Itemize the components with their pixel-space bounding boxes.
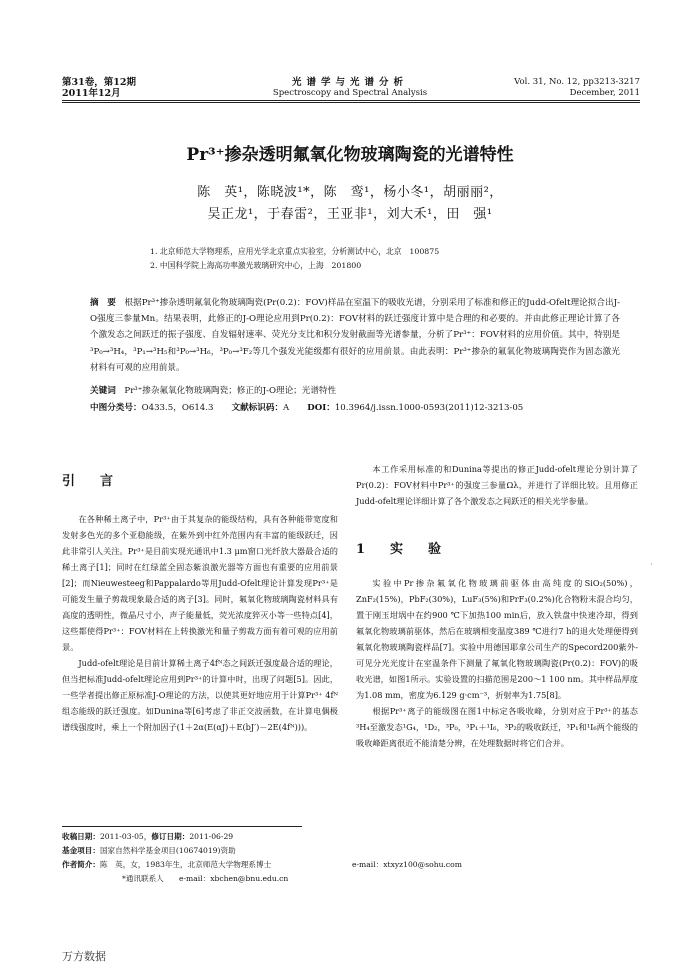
intro-body	[62, 511, 338, 735]
keywords	[90, 383, 630, 399]
affiliation-1: 1. 北京师范大学物理系，应用光学北京重点实验室，分析测试中心，北京 100875	[150, 247, 440, 256]
bio-label: 作者简介：	[62, 860, 100, 869]
affiliation-2: 2. 中国科学院上海高功率激光玻璃研究中心，上海 201800	[150, 261, 362, 270]
citation-pages: Vol. 31, No. 12, pp3213-3217	[514, 77, 640, 87]
classification-line	[90, 400, 650, 416]
header-rule-thin	[62, 102, 640, 103]
keywords-text: Pr³⁺掺杂氟氧化物玻璃陶瓷；修正的J-O理论；光谱特性	[124, 386, 337, 396]
experiment-paragraph-2: 根据Pr³⁺离子的能级图在图1中标定各吸收峰，分别对应于Pr³⁺的基态³H₄至激发态¹G₄，¹D₂，³P₀，³P₁＋¹I₆，³P₂的吸收跃迁，³P₁和¹I₆两个能级的吸收峰距离很近不能清楚分辨，在处理数据时将它们合并。	[356, 706, 638, 748]
header-rule	[62, 100, 640, 101]
citation-date: December, 2011	[569, 88, 640, 98]
doc-code-label: 文献标识码：	[231, 403, 284, 413]
doi-value: 10.3964/j.issn.1000-0593(2011)12-3213-05	[334, 403, 524, 413]
volume-issue: 第31卷，第12期	[62, 77, 136, 88]
fund-line	[62, 844, 271, 858]
revised-date: 2011-06-29	[189, 832, 234, 841]
abstract-label: 摘 要	[90, 298, 116, 308]
scan-speck: ·	[650, 560, 653, 570]
experiment-paragraph-1: 实验中Pr掺杂氟氧化物玻璃前驱体由高纯度的SiO₂(50%)，ZnF₂(15%)，PbF₂(30%)，LuF₃(5%)和PrF₃(0.2%)化合物粉末混合均匀，置于刚玉坩埚中在约900 ℃下加热100 min后，放入铁盘中快速冷却，得到氟氧化物玻璃前驱体，然后在玻璃相变温度389 ℃进行7 h的退火处理便得到氟氧化物玻璃陶瓷样品[7]。实验中用德国耶拿公司生产的Specord200紫外-可见分光光度计在室温条件下测量了氟氧化物玻璃陶瓷(Pr(0.2)：FOV)的吸收光谱，如图1所示。实验设置的扫描范围是200～1 100 nm。其中样品厚度为1.08 mm，密度为6.129 g·cm⁻³，折射率为1.75[8]。	[356, 578, 638, 700]
bio-text: 陈 英，女，1983年生，北京师范大学物理系博士	[99, 860, 272, 869]
received-date: 2011-03-05，	[99, 832, 152, 841]
fund-label: 基金项目：	[62, 846, 100, 855]
watermark: 万方数据	[62, 950, 106, 963]
author-line-1: 陈 英¹，陈晓波¹*，陈 鸾¹，杨小冬¹，胡丽丽²，	[197, 185, 503, 200]
issue-date: 2011年12月	[62, 88, 121, 99]
intro-paragraph-3: 本工作采用标准的和Dunina等提出的修正Judd-ofelt理论分别计算了Pr(0.2)：FOV材料中Pr³⁺的强度三参量Ωλ，并进行了详细比较。且用修正Judd-ofelt理论详细计算了各个激发态之间跃迁的相关光学参量。	[356, 464, 638, 506]
section-heading-intro: 引 言	[62, 474, 120, 489]
abstract-text: 根据Pr³⁺掺杂透明氟氧化物玻璃陶瓷(Pr(0.2)：FOV)样品在室温下的吸收光谱，分别采用了标准和修正的Judd-Ofelt理论拟合出J-O强度三参量Mn。结果表明，此修正的J-O理论应用到Pr(0.2)：FOV材料的跃迁强度计算中是合理的和必要的。并由此修正理论计算了各个激发态之间跃迁的振子强度、自发辐射速率、荧光分支比和积分发射截面等光谱参量，分析了Pr³⁺：FOV材料的应用价值。其中，特别是³P₀→³H₄，³P₁→³H₅和³P₀→³H₆，³P₀→³F₂等几个强发光能级都有很好的应用前景。由此表明：Pr³⁺掺杂的氟氧化物玻璃陶瓷作为固态激光材料有可观的应用前景。	[90, 298, 620, 373]
revised-label: 修订日期：	[151, 832, 190, 841]
corr-label: *通讯联系人	[122, 874, 164, 883]
keywords-label: 关键词	[90, 386, 116, 396]
doi-label: DOI：	[307, 403, 335, 413]
author-list	[0, 182, 700, 226]
abstract	[90, 295, 620, 376]
section-heading-experiment: 1 实 验	[356, 542, 448, 557]
footnote-rule	[62, 826, 302, 827]
author-line-2: 吴正龙¹，于春雷²，王亚非¹，刘大禾¹，田 强¹	[207, 207, 493, 222]
dates-line	[62, 830, 271, 844]
corresponding-author	[122, 872, 288, 886]
fund-text: 国家自然科学基金项目(10674019)资助	[99, 846, 236, 855]
doc-code-value: A	[283, 403, 290, 413]
author-email: e-mail：xtxyz100@sohu.com	[352, 860, 462, 869]
clc-value: O433.5，O614.3	[141, 403, 214, 413]
intro-body-continued	[356, 461, 638, 509]
journal-name-cn: 光谱学与光谱分析	[291, 77, 408, 88]
paper-title: Pr³⁺掺杂透明氟氧化物玻璃陶瓷的光谱特性	[186, 145, 514, 165]
journal-name-en: Spectroscopy and Spectral Analysis	[272, 88, 428, 98]
author-bio-line	[62, 858, 462, 872]
footnotes	[62, 830, 462, 872]
intro-paragraph-1: 在各种稀土离子中，Pr³⁺由于其复杂的能级结构，具有各种能带宽度和发射多色光的多个亚稳能级，在紫外到中红外范围内有丰富的能级跃迁，因此非常引人关注。Pr³⁺是目前实现光通讯中1.3 μm窗口光纤放大器最合适的稀土离子[1]；同时在红绿蓝全固态紫浪激光器等方面也有重要的应用前景[2]；而Nieuwesteeg和Pappalardo等用Judd-Ofelt理论计算发现Pr³⁺是可能发生量子剪裁现象最合适的离子[3]。同时，氟氧化物玻璃陶瓷材料具有高度的透明性，微晶尺寸小，声子能量低，荧光浓度猝灭小等一些特点[4]，这些都使得Pr³⁺：FOV材料在上转换激光和量子剪裁方面有着可观的应用前景。	[62, 514, 338, 652]
intro-paragraph-2: Judd-ofelt理论是目前计算稀土离子4fᴺ态之间跃迁强度最合适的理论，但当把标准Judd-ofelt理论应用到Pr³⁺的计算中时，出现了问题[5]。因此，一些学者提出修正原标准J-O理论的方法，以使其更好地应用于计算Pr³⁺ 4fᴺ组态能级的跃迁强度。如Dunina等[6]考虑了非正交波函数，在计算电偶极谱线强度时，乘上一个附加因子(1＋2α(E(αJ)＋E(bJ′)－2E(4fᴺ)))。	[62, 658, 338, 732]
journal-citation	[514, 77, 640, 99]
clc-label: 中图分类号：	[90, 403, 142, 413]
corr-email: e-mail：xbchen@bnu.edu.cn	[178, 874, 289, 883]
experiment-body	[356, 575, 638, 751]
received-label: 收稿日期：	[62, 832, 100, 841]
affiliations	[150, 245, 439, 273]
